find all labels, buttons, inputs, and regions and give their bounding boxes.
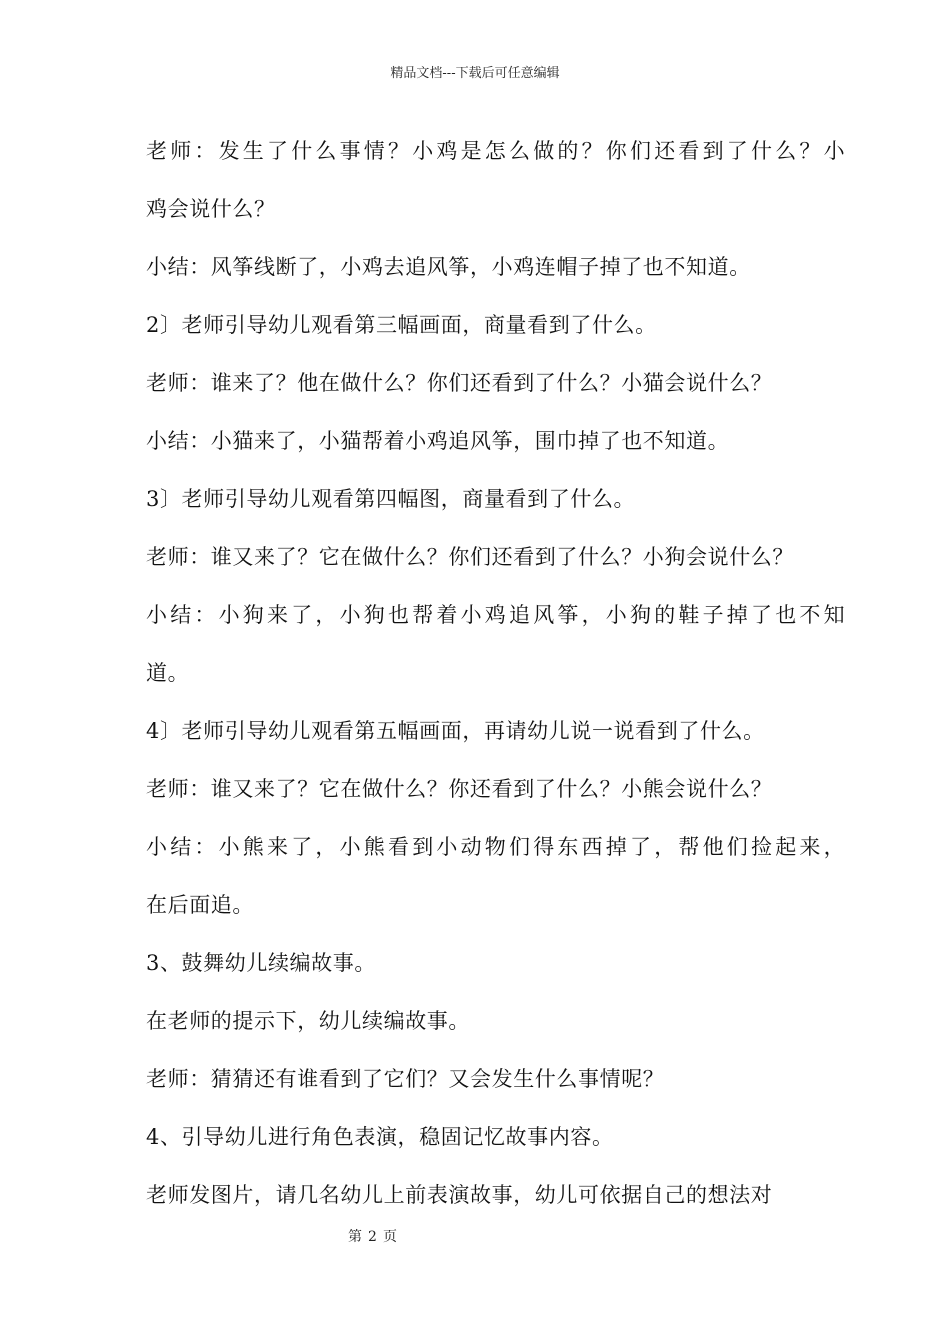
paragraph-line: 小结：风筝线断了，小鸡去追风筝，小鸡连帽子掉了也不知道。: [146, 255, 751, 279]
paragraph-line: 小结：小狗来了，小狗也帮着小鸡追风筝，小狗的鞋子掉了也不知: [146, 603, 848, 627]
page-label-prefix: 第: [348, 1229, 363, 1245]
paragraph-line: 老师：谁又来了？它在做什么？你还看到了什么？小熊会说什么？: [146, 777, 773, 801]
paragraph-line: 小结：小猫来了，小猫帮着小鸡追风筝，围巾掉了也不知道。: [146, 429, 730, 453]
paragraph-line: 4〕老师引导幼儿观看第五幅画面，再请幼儿说一说看到了什么。: [146, 719, 765, 743]
page-header: 精品文档---下载后可任意编辑: [390, 66, 560, 81]
paragraph-line: 3、鼓舞幼儿续编故事。: [146, 951, 376, 975]
paragraph-line: 小结：小熊来了，小熊看到小动物们得东西掉了，帮他们捡起来，: [146, 835, 848, 859]
paragraph-line: 老师：谁又来了？它在做什么？你们还看到了什么？小狗会说什么？: [146, 545, 794, 569]
paragraph-line: 2〕老师引导幼儿观看第三幅画面，商量看到了什么。: [146, 313, 657, 337]
paragraph-line: 老师：发生了什么事情？小鸡是怎么做的？你们还看到了什么？小: [146, 139, 848, 163]
paragraph-line: 老师：谁来了？他在做什么？你们还看到了什么？小猫会说什么？: [146, 371, 773, 395]
paragraph-line: 道。: [146, 661, 190, 685]
paragraph-line: 鸡会说什么？: [146, 197, 276, 221]
paragraph-line: 4、引导幼儿进行角色表演，稳固记忆故事内容。: [146, 1125, 614, 1149]
page-label-suffix: 页: [382, 1229, 397, 1245]
paragraph-line: 在后面追。: [146, 893, 254, 917]
paragraph-line: 3〕老师引导幼儿观看第四幅图，商量看到了什么。: [146, 487, 636, 511]
paragraph-line: 老师：猜猜还有谁看到了它们？又会发生什么事情呢？: [146, 1067, 665, 1091]
paragraph-line: 老师发图片，请几名幼儿上前表演故事，幼儿可依据自己的想法对: [146, 1183, 773, 1207]
paragraph-line: 在老师的提示下，幼儿续编故事。: [146, 1009, 470, 1033]
page-number: 2: [368, 1229, 377, 1245]
document-body: [146, 132, 848, 1234]
page-footer: [0, 1228, 745, 1246]
